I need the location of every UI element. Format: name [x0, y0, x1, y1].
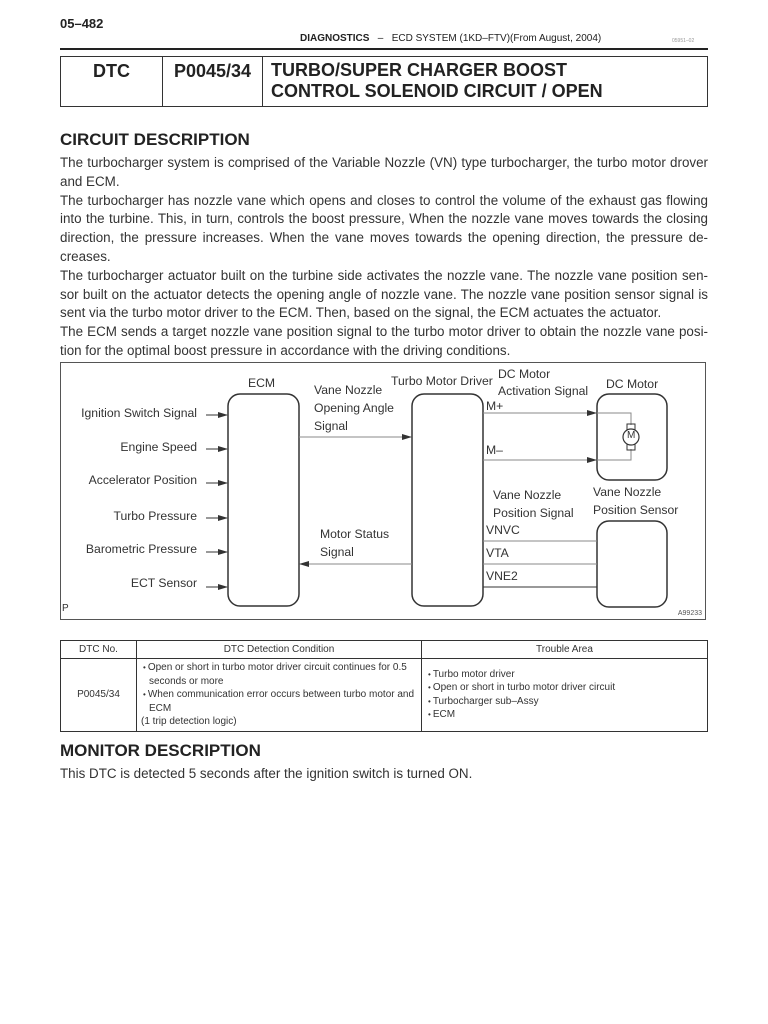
paragraph: The turbocharger has nozzle vane which opens and closes to control the volume of the exhaust gas flowing into the turbine. This, in turn, controls the boost pressure, When the nozzle vane moves towards the closing direction, the pressure increases. When the vane moves towards the opening direction, the pressure de-creases. — [60, 192, 708, 264]
ecm-label: ECM — [248, 376, 276, 390]
column-header-dtc-no: DTC No. — [61, 641, 137, 659]
dtc-label: DTC — [61, 57, 163, 106]
m-minus-label: M– — [486, 443, 503, 457]
paragraph: This DTC is detected 5 seconds after the ignition switch is turned ON. — [60, 766, 473, 781]
dtc-title-box — [60, 56, 708, 107]
circuit-description-body — [60, 154, 708, 361]
column-header-detection-condition: DTC Detection Condition — [137, 641, 422, 659]
position-signal-line2: Position Signal — [493, 506, 574, 520]
dtc-table — [60, 640, 708, 732]
monitor-description-body — [60, 765, 708, 784]
motor-symbol-icon: M — [627, 430, 636, 441]
section-name: DIAGNOSTICS — [300, 33, 370, 44]
dtc-title-line-1: TURBO/SUPER CHARGER BOOST — [271, 60, 568, 80]
dtc-title — [263, 57, 603, 106]
header-separator: – — [377, 33, 384, 44]
vta-label: VTA — [486, 546, 509, 560]
condition-item: • When communication error occurs between turbo motor and ECM — [141, 688, 417, 715]
reference-code: 05951–02 — [672, 38, 695, 44]
dc-motor-label: DC Motor — [606, 377, 659, 391]
paragraph: The ECM sends a target nozzle vane position signal to the turbo motor driver to obtain the nozzle vane posi-tion for the optimal boost pressure in accordance with the driving conditions. — [60, 324, 708, 358]
dtc-code-cell: P0045/34 — [61, 659, 137, 732]
motor-status-line2: Signal — [320, 545, 354, 559]
dc-activation-line1: DC Motor — [498, 367, 551, 381]
system-name: ECD SYSTEM (1KD–FTV)(From August, 2004) — [391, 33, 602, 44]
input-engine-speed: Engine Speed — [120, 440, 197, 454]
vane-opening-signal-line2: Opening Angle — [314, 401, 394, 415]
detection-condition-cell — [137, 659, 422, 732]
dtc-title-line-2: CONTROL SOLENOID CIRCUIT / OPEN — [271, 81, 603, 101]
vnvc-label: VNVC — [486, 523, 520, 537]
header-divider — [60, 48, 708, 50]
vane-opening-signal-line1: Vane Nozzle — [314, 383, 383, 397]
input-ect-sensor: ECT Sensor — [130, 576, 197, 590]
column-header-trouble-area: Trouble Area — [422, 641, 708, 659]
position-sensor-line2: Position Sensor — [593, 503, 679, 517]
input-barometric-pressure: Barometric Pressure — [85, 542, 197, 556]
input-turbo-pressure: Turbo Pressure — [113, 509, 197, 523]
vane-opening-signal-line3: Signal — [314, 419, 348, 433]
position-sensor-line1: Vane Nozzle — [593, 485, 662, 499]
circuit-diagram — [60, 362, 706, 620]
input-accelerator-position: Accelerator Position — [88, 473, 197, 487]
condition-item: • Open or short in turbo motor driver circuit continues for 0.5 seconds or more — [141, 661, 417, 688]
paragraph: The turbocharger actuator built on the turbine side activates the nozzle vane. The nozzle vane position sen-sor built on the actuator detects the opening angle of nozzle vane. The nozzle vane position sensor signal is sent via the turbo motor driver to the ECM. Then, based on the signal, the ECM actuates the actuator. — [60, 267, 708, 321]
vne2-label: VNE2 — [486, 569, 518, 583]
corner-mark: P — [62, 603, 69, 614]
table-header-row — [61, 641, 708, 659]
trouble-area-item: • ECM — [426, 708, 703, 722]
table-row — [61, 659, 708, 732]
m-plus-label: M+ — [486, 399, 504, 413]
dtc-code: P0045/34 — [163, 57, 263, 106]
position-signal-line1: Vane Nozzle — [493, 488, 562, 502]
condition-note: (1 trip detection logic) — [141, 716, 237, 727]
circuit-description-heading: CIRCUIT DESCRIPTION — [60, 130, 250, 149]
page-number: 05–482 — [60, 16, 104, 31]
trouble-area-item: • Turbocharger sub–Assy — [426, 695, 703, 709]
figure-id: A99233 — [677, 610, 702, 617]
trouble-area-item: • Turbo motor driver — [426, 668, 703, 682]
turbo-motor-driver-label: Turbo Motor Driver — [391, 374, 493, 388]
motor-status-line1: Motor Status — [320, 527, 390, 541]
input-ignition-switch-signal: Ignition Switch Signal — [81, 406, 197, 420]
monitor-description-heading: MONITOR DESCRIPTION — [60, 741, 261, 760]
trouble-area-cell — [422, 659, 708, 732]
trouble-area-item: • Open or short in turbo motor driver circuit — [426, 681, 703, 695]
running-header — [300, 33, 601, 44]
paragraph: The turbocharger system is comprised of the Variable Nozzle (VN) type turbocharger, the turbo motor drover and ECM. — [60, 155, 708, 189]
dc-activation-line2: Activation Signal — [498, 384, 589, 398]
